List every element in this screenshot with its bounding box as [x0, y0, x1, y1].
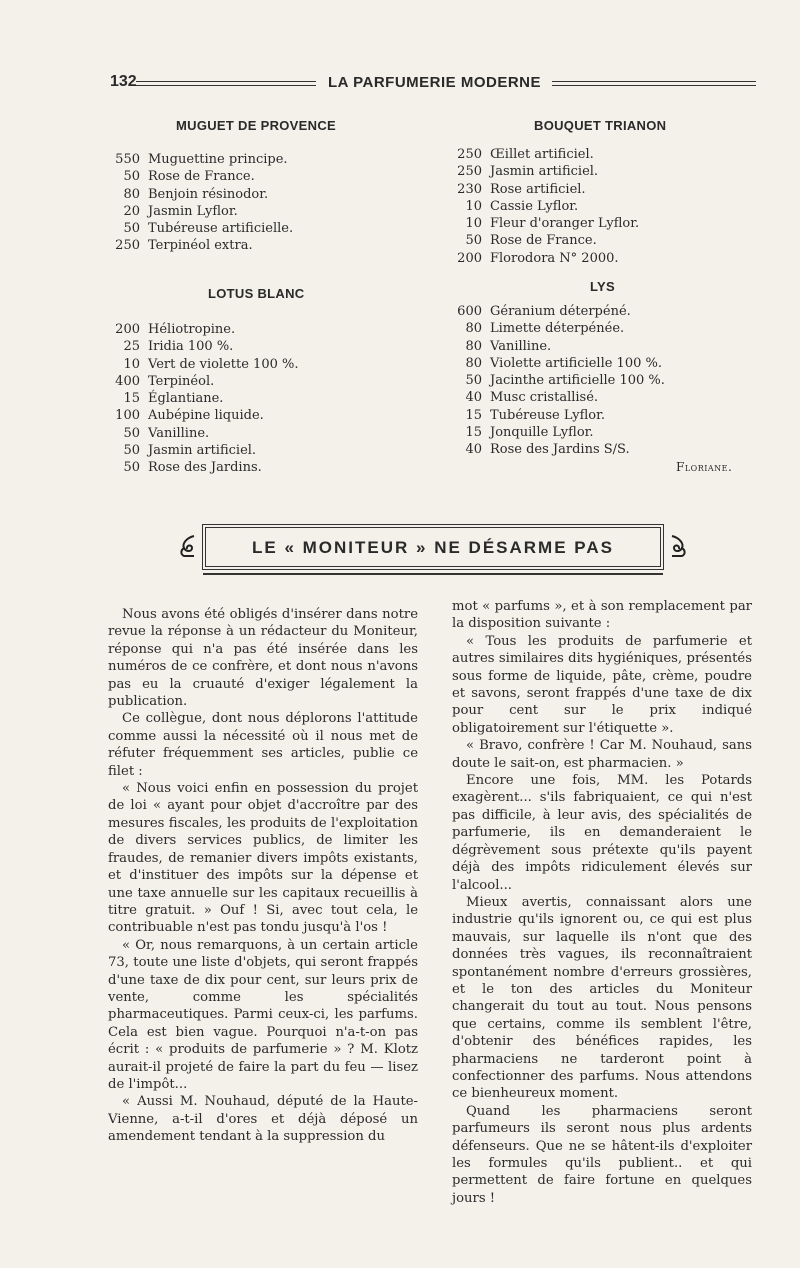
recipe-item: [100, 151, 293, 168]
recipe-item: [100, 442, 299, 459]
recipe-item-quantity: 15: [465, 407, 482, 423]
recipe-item: [442, 389, 665, 406]
article-column-left: [108, 606, 418, 1146]
recipe-item-ingredient: Églantiane.: [148, 391, 224, 407]
recipe-item: [100, 168, 293, 185]
running-header: [110, 73, 758, 95]
article-paragraph: Encore une fois, MM. les Potards exagèrent... s'ils fabriquaient, ce qui n'est pas difficile, à leur avis, des spécialités de parfumerie, ils en demanderaient le dégrèvement sous prétexte qu'ils payent déjà des impôts ridiculement élevés sur l'alcool...: [452, 773, 752, 893]
article-paragraph: « Bravo, confrère ! Car M. Nouhaud, sans doute le sait-on, est pharmacien. »: [452, 738, 752, 771]
recipe-item-ingredient: Violette artificielle 100 %.: [490, 355, 662, 371]
recipe-item: [100, 321, 299, 338]
recipe-item-quantity: 10: [465, 198, 482, 214]
recipe-item: [442, 146, 639, 163]
recipe-item-quantity: 80: [465, 321, 482, 337]
recipe-item-quantity: 80: [123, 186, 140, 202]
article-paragraph: mot « parfums », et à son remplacement par la disposition suivante :: [452, 599, 752, 632]
recipe-item: [442, 372, 665, 389]
recipe-item: [442, 441, 665, 458]
recipe-item-quantity: 550: [115, 152, 140, 167]
recipe-item-quantity: 250: [457, 147, 482, 162]
recipe-item-ingredient: Rose des Jardins S/S.: [490, 442, 630, 458]
recipe-item-ingredient: Muguettine principe.: [148, 152, 288, 167]
article-paragraph: « Or, nous remarquons, à un certain article 73, toute une liste d'objets, qui seront frappés d'une taxe de dix pour cent, sur leurs prix de vente, comme les spécialités pharmaceutiques. Parmi ceux-ci, les parfums. Cela est bien vague. Pourquoi n'a-t-on pas écrit : « produits de parfumerie » ? M. Klotz aurait-il projeté de faire la part du feu — lisez de l'impôt...: [108, 937, 418, 1092]
recipe-list-muguet: [100, 151, 293, 255]
recipe-item-ingredient: Musc cristallisé.: [490, 390, 599, 406]
recipe-item-quantity: 50: [123, 460, 140, 476]
recipe-item-quantity: 25: [123, 339, 140, 355]
recipe-item-quantity: 15: [123, 391, 140, 407]
recipe-list-trianon: [442, 146, 639, 267]
article-paragraph: « Nous voici enfin en possession du projet de loi « ayant pour objet d'accroître par des mesures fiscales, les produits de l'exploitation de divers services publics, de limiter les fraudes, de remanier divers impôts existants, et d'instituer des impôts sur la dépense et une taxe annuelle sur les capitaux recueillis à titre gratuit. » Ouf ! Si, avec tout cela, le contribuable n'est pas tondu jusqu'à l'os !: [108, 781, 418, 936]
recipe-item: [100, 425, 299, 442]
recipe-item-ingredient: Fleur d'oranger Lyflor.: [490, 216, 640, 232]
recipe-item-ingredient: Rose artificiel.: [490, 181, 586, 197]
recipe-item-quantity: 10: [465, 216, 482, 232]
recipe-item-quantity: 80: [465, 355, 482, 371]
recipe-title: MUGUET DE PROVENCE: [176, 118, 336, 133]
recipe-item-quantity: 15: [465, 425, 482, 441]
recipe-item: [442, 355, 665, 372]
recipe-item-ingredient: Héliotropine.: [148, 322, 236, 337]
recipe-item-quantity: 230: [457, 181, 482, 197]
recipe-list-lotus: [100, 321, 299, 477]
recipe-item: [100, 390, 299, 407]
article-column-right: [452, 598, 752, 1207]
recipe-title: LOTUS BLANC: [208, 286, 305, 301]
recipe-item-ingredient: Rose de France.: [490, 233, 597, 249]
recipe-item-quantity: 600: [457, 304, 482, 319]
recipe-item-quantity: 200: [115, 322, 140, 337]
recipe-item: [442, 232, 639, 249]
recipe-item: [100, 220, 293, 237]
running-title: LA PARFUMERIE MODERNE: [328, 74, 541, 91]
recipe-item-ingredient: Jasmin artificiel.: [148, 443, 257, 459]
recipe-item-quantity: 200: [457, 250, 482, 266]
recipe-item: [442, 303, 665, 320]
recipe-item-quantity: 10: [123, 356, 140, 372]
recipe-item: [442, 181, 639, 198]
article-paragraph: Ce collègue, dont nous déplorons l'attitude comme aussi la nécessité où il nous met de réfuter fréquemment ses articles, publie ce filet :: [108, 711, 418, 779]
recipe-item-ingredient: Aubépine liquide.: [148, 408, 264, 424]
recipe-item-quantity: 50: [123, 425, 140, 441]
recipe-item: [442, 198, 639, 215]
page-number: 132: [110, 73, 137, 90]
fleuron-left-icon: [178, 534, 198, 558]
recipe-item-ingredient: Jonquille Lyflor.: [490, 425, 594, 441]
recipe-item-quantity: 250: [457, 164, 482, 180]
article-title: LE « MONITEUR » NE DÉSARME PAS: [252, 538, 614, 557]
recipe-item-quantity: 250: [115, 238, 140, 254]
recipe-item: [442, 407, 665, 424]
recipe-item-quantity: 50: [123, 221, 140, 237]
recipe-item-quantity: 100: [115, 408, 140, 424]
recipe-item: [100, 203, 293, 220]
recipe-item-ingredient: Terpinéol extra.: [148, 238, 253, 254]
recipe-item: [100, 407, 299, 424]
recipe-item-ingredient: Vert de violette 100 %.: [148, 356, 299, 372]
recipe-item: [442, 424, 665, 441]
recipe-item-quantity: 80: [465, 338, 482, 354]
recipe-item: [442, 215, 639, 232]
recipe-item: [100, 186, 293, 203]
recipe-item: [100, 356, 299, 373]
recipe-item-quantity: 40: [465, 442, 482, 458]
header-rule-right: [552, 81, 756, 86]
recipe-item-ingredient: Jasmin Lyflor.: [148, 203, 238, 219]
recipe-item-ingredient: Vanilline.: [490, 338, 552, 354]
recipe-item: [100, 373, 299, 390]
recipe-item-ingredient: Cassie Lyflor.: [490, 198, 579, 214]
recipe-item-quantity: 50: [465, 373, 482, 389]
article-paragraph: Nous avons été obligés d'insérer dans notre revue la réponse à un rédacteur du Moniteur, réponse qui n'a pas été insérée dans les numéros de ce confrère, et dont nous n'avons pas eu la cruauté d'exiger légalement la publication.: [108, 607, 418, 710]
recipe-item-ingredient: Benjoin résinodor.: [148, 186, 269, 202]
recipe-item: [442, 250, 639, 267]
recipe-item-ingredient: Tubéreuse artificielle.: [148, 221, 294, 237]
header-rule-left: [136, 81, 316, 86]
recipe-item-ingredient: Florodora N° 2000.: [490, 250, 619, 266]
article-paragraph: Mieux avertis, connaissant alors une industrie qu'ils ignorent ou, ce qui est plus mauvais, sur laquelle ils n'ont que des données très vagues, ils reconnaîtraient spontanément nombre d'erreurs grossières, et le ton des articles du Moniteur changerait du tout au tout. Nous pensons que certains, comme ils semblent l'être, d'obtenir des bénéfices rapides, les pharmaciens ne tarderont point à confectionner des parfums. Nous attendons ce bienheureux moment.: [452, 894, 752, 1102]
recipe-item-ingredient: Tubéreuse Lyflor.: [490, 407, 606, 423]
recipe-item-quantity: 50: [123, 443, 140, 459]
recipe-item-ingredient: Rose des Jardins.: [148, 460, 262, 476]
recipe-item-ingredient: Œillet artificiel.: [490, 147, 594, 162]
recipe-item-ingredient: Terpinéol.: [148, 373, 215, 389]
recipe-item: [442, 338, 665, 355]
article-banner: [178, 524, 688, 574]
article-paragraph: Quand les pharmaciens seront parfumeurs ils seront nous plus ardents défenseurs. Que ne se hâtent-ils d'exploiter les formules qu'ils publient.. et qui permettent de faire fortune en quelques jours !: [452, 1103, 752, 1206]
recipe-item-ingredient: Géranium déterpéné.: [490, 304, 631, 319]
recipe-item-ingredient: Vanilline.: [148, 425, 210, 441]
recipe-item: [442, 320, 665, 337]
recipe-item: [100, 338, 299, 355]
author-signature: Floriane.: [676, 460, 733, 474]
fleuron-right-icon: [668, 534, 688, 558]
recipe-item-ingredient: Iridia 100 %.: [148, 339, 234, 355]
recipe-list-lys: [442, 303, 665, 459]
recipe-item-quantity: 400: [115, 373, 140, 389]
recipe-item: [100, 459, 299, 476]
recipe-item-quantity: 50: [465, 233, 482, 249]
recipe-item-quantity: 40: [465, 390, 482, 406]
recipe-item: [100, 237, 293, 254]
recipe-item-ingredient: Jasmin artificiel.: [490, 164, 599, 180]
recipe-item-ingredient: Jacinthe artificielle 100 %.: [490, 373, 665, 389]
recipe-title: BOUQUET TRIANON: [534, 118, 667, 133]
article-paragraph: « Tous les produits de parfumerie et autres similaires dits hygiéniques, présentés sous forme de liquide, pâte, crème, poudre et savons, seront frappés d'une taxe de dix pour cent sur le prix indiqué obligatoirement sur l'étiquette ».: [452, 633, 752, 736]
recipe-item-ingredient: Rose de France.: [148, 169, 255, 185]
recipe-item: [442, 163, 639, 180]
recipe-item-ingredient: Limette déterpénée.: [490, 321, 625, 337]
recipe-item-quantity: 20: [123, 203, 140, 219]
recipe-item-quantity: 50: [123, 169, 140, 185]
recipe-title: LYS: [590, 279, 615, 294]
article-paragraph: « Aussi M. Nouhaud, député de la Haute-Vienne, a-t-il d'ores et déjà déposé un amendement tendant à la suppression du: [108, 1094, 418, 1145]
banner-frame: [202, 524, 664, 570]
